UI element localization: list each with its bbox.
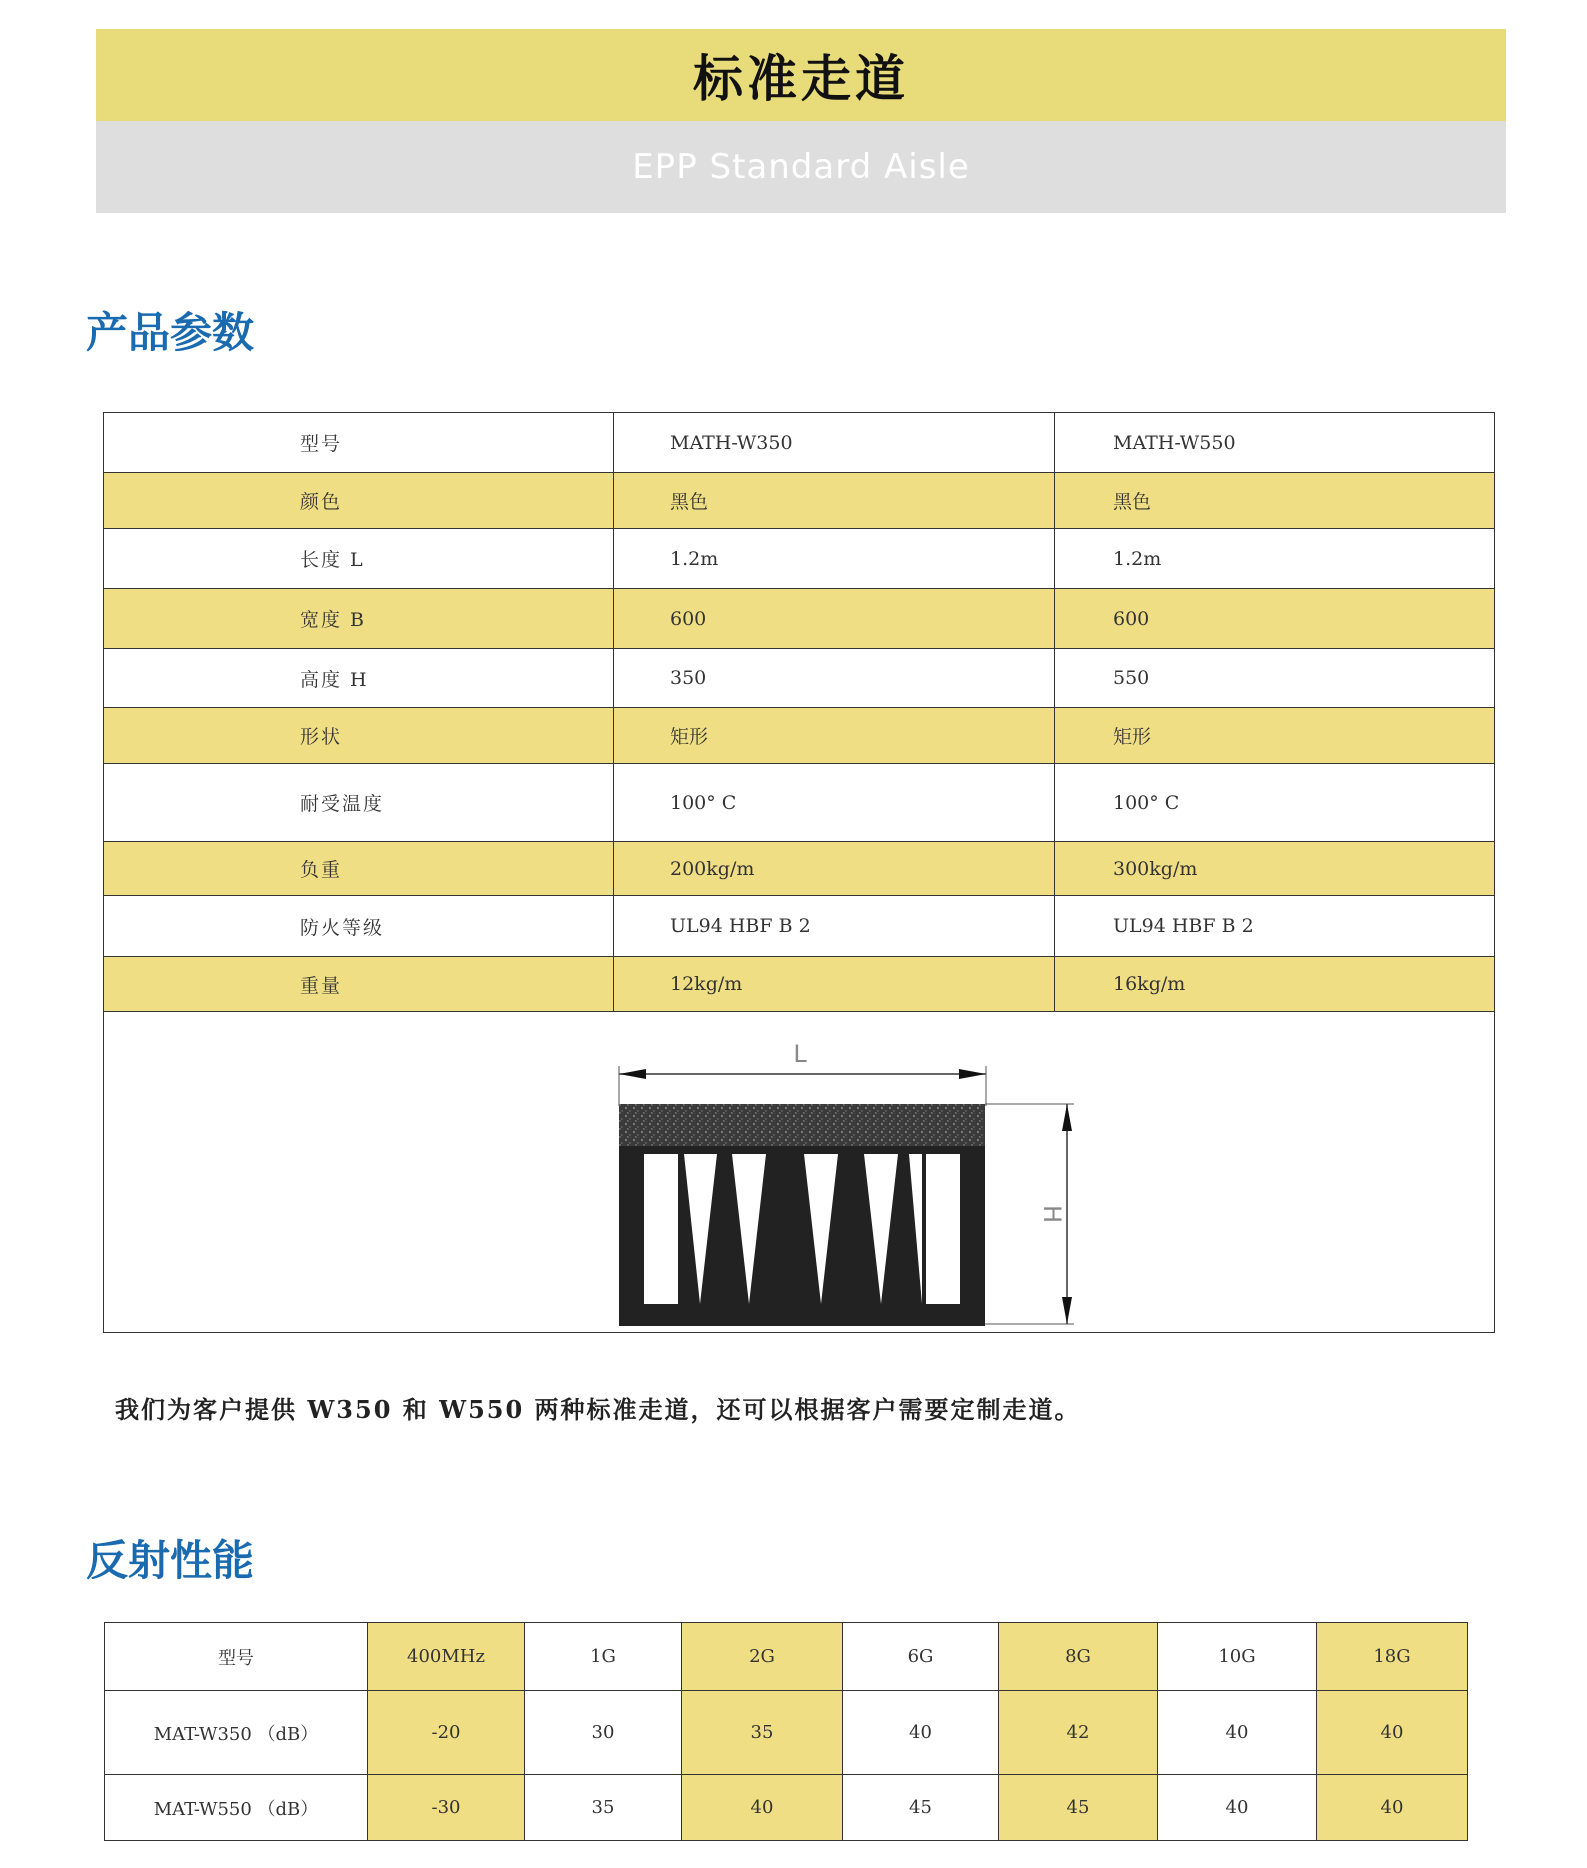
title-banner [96,29,1506,121]
spec-value-w550: 550 [1055,649,1495,708]
table-row [104,413,1495,473]
spec-value-w550: 300kg/m [1055,842,1495,896]
value-cell: -30 [368,1775,525,1841]
spec-value-w550: 1.2m [1055,529,1495,589]
arrow-up [1062,1104,1072,1131]
value-cell: 40 [1158,1775,1317,1841]
model-cell: MAT-W550 （dB） [105,1775,368,1841]
value-cell: 45 [999,1775,1158,1841]
value-cell: 35 [682,1691,843,1775]
spec-label: 重量 [104,957,614,1012]
table-row [104,896,1495,957]
table-row [104,649,1495,708]
spec-value-w550: 16kg/m [1055,957,1495,1012]
spec-label: 防火等级 [104,896,614,957]
spec-value-w350: 600 [614,589,1055,649]
header-cell: 10G [1158,1623,1317,1691]
header-cell: 8G [999,1623,1158,1691]
value-cell: 40 [1317,1691,1468,1775]
spec-value-w550: UL94 HBF B 2 [1055,896,1495,957]
model-cell: MAT-W350 （dB） [105,1691,368,1775]
table-row [104,842,1495,896]
table-row [104,529,1495,589]
section-title-reflect: 反射性能 [86,1536,255,1585]
spec-value-w350: UL94 HBF B 2 [614,896,1055,957]
aisle-cross-section-diagram [504,1026,1084,1326]
value-cell: 35 [525,1775,682,1841]
reflect-table [104,1622,1468,1841]
spec-value-w350: 12kg/m [614,957,1055,1012]
spec-value-w350: 200kg/m [614,842,1055,896]
page-subtitle: EPP Standard Aisle [632,147,970,187]
spec-value-w550: MATH-W550 [1055,413,1495,473]
spec-table [103,412,1495,1333]
value-cell: 30 [525,1691,682,1775]
arrow-down [1062,1297,1072,1324]
value-cell: 40 [1158,1691,1317,1775]
spec-value-w350: 1.2m [614,529,1055,589]
table-row [105,1775,1468,1841]
subtitle-banner [96,121,1506,213]
header-cell: 2G [682,1623,843,1691]
page-title: 标准走道 [693,50,909,108]
label-h: H [1038,1204,1066,1224]
table-row [104,957,1495,1012]
arrow-left [619,1069,646,1079]
spec-label: 耐受温度 [104,764,614,842]
value-cell: 42 [999,1691,1158,1775]
value-cell: 40 [1317,1775,1468,1841]
header-cell: 18G [1317,1623,1468,1691]
spec-label: 型号 [104,413,614,473]
spec-label: 形状 [104,708,614,764]
table-header-row [105,1623,1468,1691]
table-row [104,473,1495,529]
spec-value-w350: 350 [614,649,1055,708]
header-cell: 型号 [105,1623,368,1691]
value-cell: 40 [682,1775,843,1841]
value-cell: 40 [843,1691,999,1775]
spec-value-w550: 600 [1055,589,1495,649]
spec-label: 长度 L [104,529,614,589]
spec-label: 负重 [104,842,614,896]
spec-value-w550: 矩形 [1055,708,1495,764]
value-cell: 45 [843,1775,999,1841]
label-l: L [793,1040,807,1068]
table-row [104,708,1495,764]
spec-value-w350: 黑色 [614,473,1055,529]
table-row [105,1691,1468,1775]
spec-value-w350: MATH-W350 [614,413,1055,473]
spec-label: 颜色 [104,473,614,529]
table-row [104,764,1495,842]
diagram-cell [104,1012,1495,1333]
description-text: 我们为客户提供 W350 和 W550 两种标准走道，还可以根据客户需要定制走道。 [115,1395,1081,1424]
section-title-params: 产品参数 [86,308,255,357]
spec-label: 高度 H [104,649,614,708]
header-cell: 1G [525,1623,682,1691]
spec-value-w550: 黑色 [1055,473,1495,529]
value-cell: -20 [368,1691,525,1775]
arrow-right [959,1069,986,1079]
top-plate [619,1104,985,1146]
table-row [104,589,1495,649]
header-cell: 400MHz [368,1623,525,1691]
spec-value-w350: 矩形 [614,708,1055,764]
spec-value-w350: 100° C [614,764,1055,842]
diagram-row [104,1012,1495,1333]
spec-label: 宽度 B [104,589,614,649]
spec-value-w550: 100° C [1055,764,1495,842]
header-cell: 6G [843,1623,999,1691]
